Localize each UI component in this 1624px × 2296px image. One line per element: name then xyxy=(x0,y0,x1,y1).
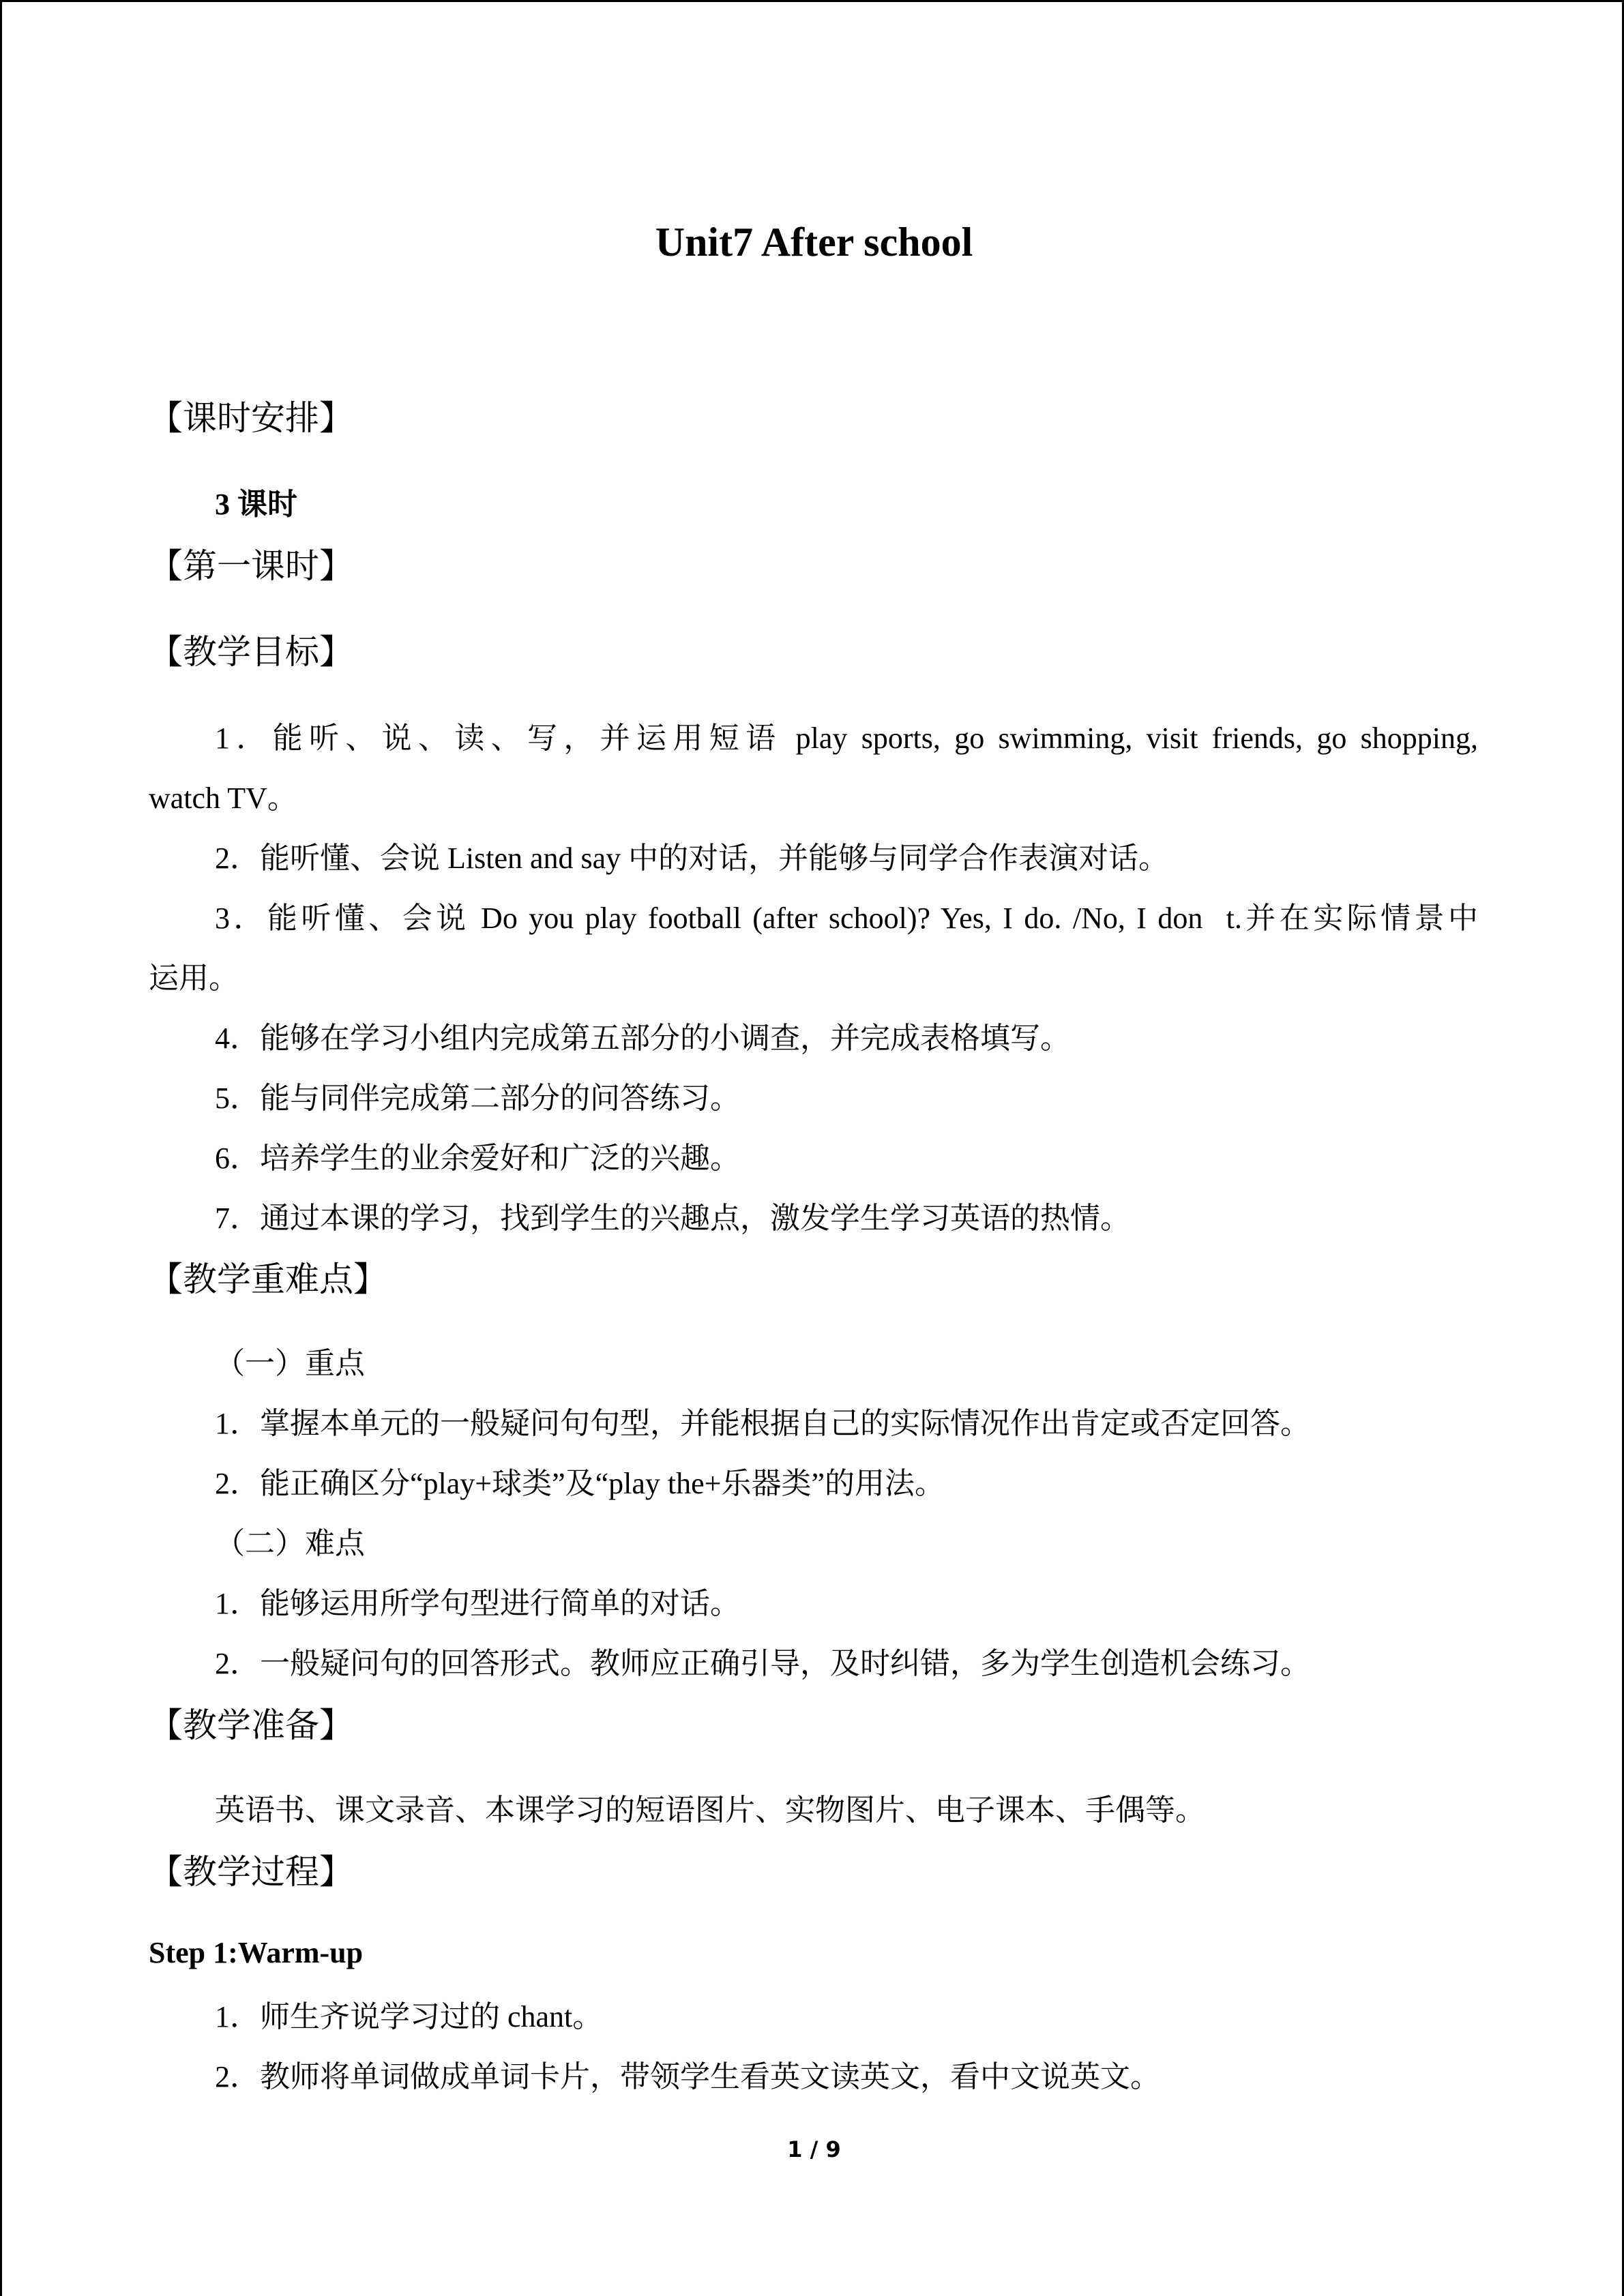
document-title: Unit7 After school xyxy=(655,220,973,265)
objective-6: 6．培养学生的业余爱好和广泛的兴趣。 xyxy=(215,1142,740,1175)
preparation-text: 英语书、课文录音、本课学习的短语图片、实物图片、电子课本、手偶等。 xyxy=(215,1793,1205,1827)
step1-heading: Step 1:Warm-up xyxy=(149,1936,364,1969)
heading-objectives: 【教学目标】 xyxy=(149,632,353,672)
difficult-label: （二）难点 xyxy=(215,1527,365,1560)
objective-4: 4．能够在学习小组内完成第五部分的小调查，并完成表格填写。 xyxy=(215,1022,1070,1055)
heading-lesson1: 【第一课时】 xyxy=(149,546,353,586)
difficult-2: 2．一般疑问句的回答形式。教师应正确引导，及时纠错，多为学生创造机会练习。 xyxy=(215,1647,1310,1680)
step1-item-2: 2．教师将单词做成单词卡片，带领学生看英文读英文，看中文说英文。 xyxy=(215,2060,1160,2093)
focus-2: 2．能正确区分“play+球类”及“play the+乐器类”的用法。 xyxy=(215,1467,945,1500)
objective-2: 2．能听懂、会说 Listen and say 中的对话，并能够与同学合作表演对话。 xyxy=(215,841,1169,875)
objective-1: 1．能听、说、读、写，并运用短语 play sports, go swimming, visit friends, go shopping, xyxy=(215,721,1478,755)
step1-item-1: 1．师生齐说学习过的 chant。 xyxy=(215,2000,603,2033)
heading-process: 【教学过程】 xyxy=(149,1852,353,1892)
focus-1: 1．掌握本单元的一般疑问句句型，并能根据自己的实际情况作出肯定或否定回答。 xyxy=(215,1407,1310,1440)
difficult-1: 1．能够运用所学句型进行简单的对话。 xyxy=(215,1587,740,1620)
focus-label: （一）重点 xyxy=(215,1347,365,1380)
objective-3: 3．能听懂、会说 Do you play football (after school)? Yes, I do. /No, I don t.并在实际情景中 xyxy=(215,901,1478,935)
objective-1-cont: watch TV。 xyxy=(149,781,297,815)
objective-3-cont: 运用。 xyxy=(149,961,239,995)
objective-5: 5．能与同伴完成第二部分的问答练习。 xyxy=(215,1082,740,1115)
heading-keypoints: 【教学重难点】 xyxy=(149,1259,387,1299)
page-number: 1 / 9 xyxy=(787,2136,841,2162)
schedule-value: 3 课时 xyxy=(215,488,297,521)
heading-schedule: 【课时安排】 xyxy=(149,398,353,438)
objective-7: 7．通过本课的学习，找到学生的兴趣点，激发学生学习英语的热情。 xyxy=(215,1202,1130,1235)
heading-preparation: 【教学准备】 xyxy=(149,1705,353,1745)
